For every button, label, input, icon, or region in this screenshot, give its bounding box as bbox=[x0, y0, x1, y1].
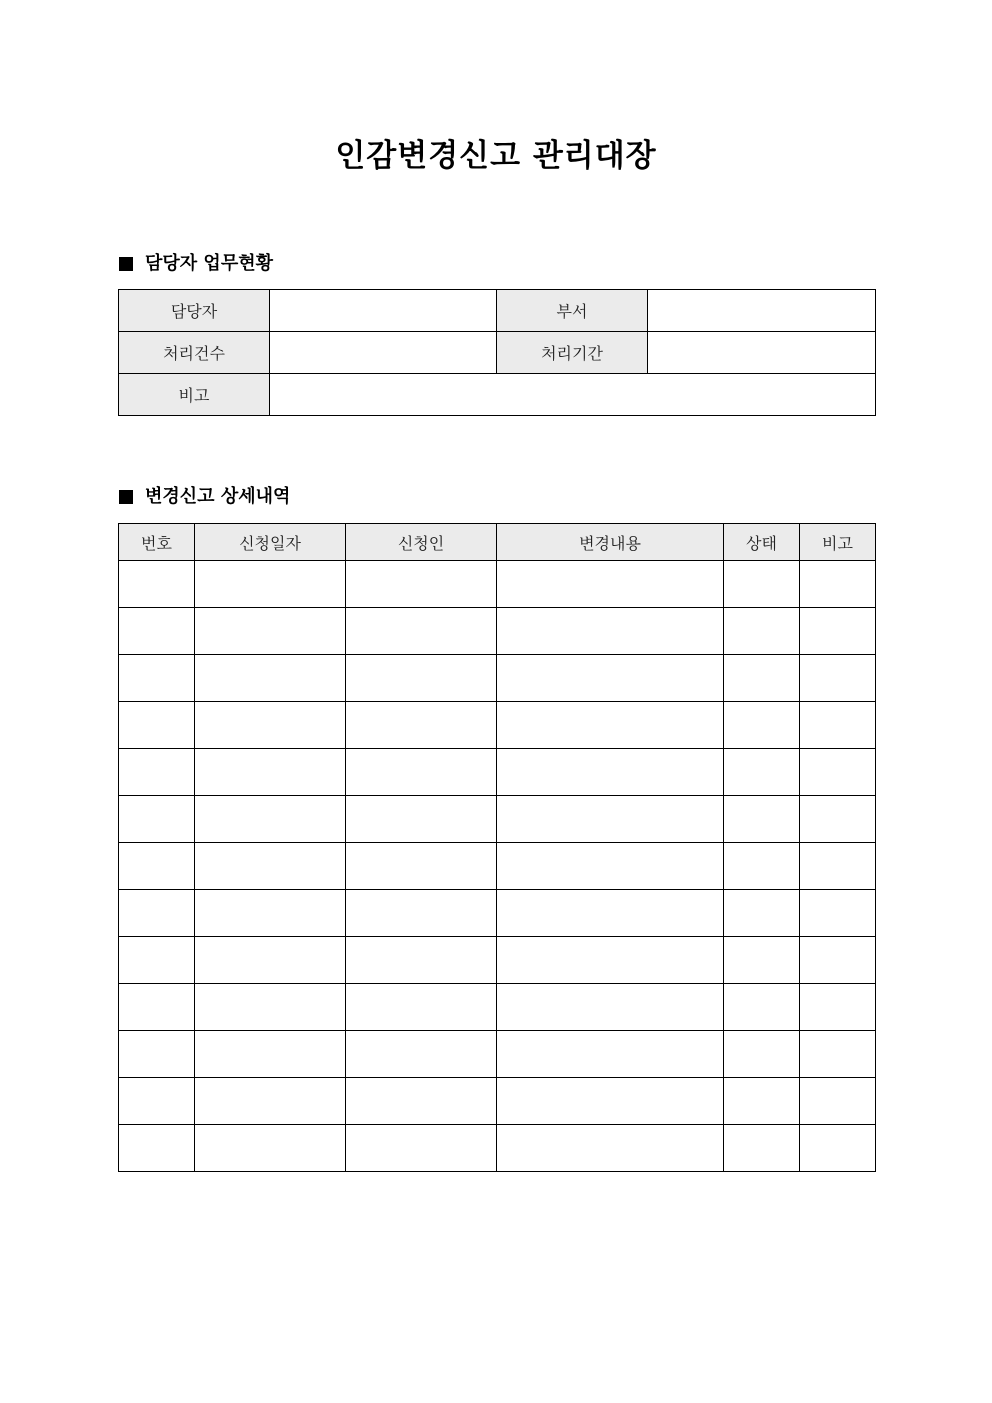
cell-remarks[interactable] bbox=[800, 1031, 876, 1078]
cell-change[interactable] bbox=[497, 749, 724, 796]
cell-date[interactable] bbox=[195, 1031, 346, 1078]
cell-applicant[interactable] bbox=[346, 561, 497, 608]
cell-status[interactable] bbox=[724, 655, 800, 702]
cell-number[interactable] bbox=[119, 890, 195, 937]
cell-remarks[interactable] bbox=[800, 655, 876, 702]
cell-status[interactable] bbox=[724, 890, 800, 937]
cell-applicant[interactable] bbox=[346, 655, 497, 702]
field-remarks[interactable] bbox=[270, 374, 876, 416]
table-row bbox=[119, 937, 876, 984]
cell-status[interactable] bbox=[724, 1125, 800, 1172]
cell-number[interactable] bbox=[119, 1078, 195, 1125]
cell-change[interactable] bbox=[497, 984, 724, 1031]
column-header-number: 번호 bbox=[119, 524, 195, 561]
cell-date[interactable] bbox=[195, 984, 346, 1031]
cell-change[interactable] bbox=[497, 890, 724, 937]
table-header-row bbox=[119, 524, 876, 561]
cell-change[interactable] bbox=[497, 843, 724, 890]
cell-applicant[interactable] bbox=[346, 1078, 497, 1125]
cell-date[interactable] bbox=[195, 608, 346, 655]
table-row bbox=[119, 984, 876, 1031]
cell-change[interactable] bbox=[497, 655, 724, 702]
detail-table-body bbox=[119, 561, 876, 1172]
table-row bbox=[119, 890, 876, 937]
cell-change[interactable] bbox=[497, 1078, 724, 1125]
cell-status[interactable] bbox=[724, 608, 800, 655]
cell-number[interactable] bbox=[119, 608, 195, 655]
cell-number[interactable] bbox=[119, 937, 195, 984]
column-header-date: 신청일자 bbox=[195, 524, 346, 561]
label-manager: 담당자 bbox=[119, 290, 270, 332]
cell-remarks[interactable] bbox=[800, 561, 876, 608]
table-row bbox=[119, 1031, 876, 1078]
field-department[interactable] bbox=[648, 290, 876, 332]
cell-applicant[interactable] bbox=[346, 984, 497, 1031]
table-row bbox=[119, 702, 876, 749]
section-heading-status-text: 담당자 업무현황 bbox=[145, 253, 273, 274]
cell-remarks[interactable] bbox=[800, 608, 876, 655]
cell-remarks[interactable] bbox=[800, 843, 876, 890]
cell-remarks[interactable] bbox=[800, 937, 876, 984]
cell-number[interactable] bbox=[119, 1125, 195, 1172]
cell-applicant[interactable] bbox=[346, 1031, 497, 1078]
cell-change[interactable] bbox=[497, 1031, 724, 1078]
table-row bbox=[119, 608, 876, 655]
cell-remarks[interactable] bbox=[800, 1078, 876, 1125]
cell-number[interactable] bbox=[119, 984, 195, 1031]
cell-applicant[interactable] bbox=[346, 749, 497, 796]
cell-status[interactable] bbox=[724, 1078, 800, 1125]
square-bullet-icon bbox=[119, 257, 133, 271]
cell-status[interactable] bbox=[724, 1031, 800, 1078]
section-heading-status bbox=[119, 252, 273, 276]
cell-applicant[interactable] bbox=[346, 796, 497, 843]
table-row bbox=[119, 796, 876, 843]
cell-change[interactable] bbox=[497, 608, 724, 655]
field-period[interactable] bbox=[648, 332, 876, 374]
cell-status[interactable] bbox=[724, 937, 800, 984]
cell-date[interactable] bbox=[195, 702, 346, 749]
page-title: 인감변경신고 관리대장 bbox=[335, 138, 657, 174]
label-remarks: 비고 bbox=[119, 374, 270, 416]
table-row bbox=[119, 843, 876, 890]
cell-applicant[interactable] bbox=[346, 890, 497, 937]
cell-status[interactable] bbox=[724, 796, 800, 843]
cell-date[interactable] bbox=[195, 890, 346, 937]
cell-status[interactable] bbox=[724, 749, 800, 796]
section-heading-detail bbox=[119, 485, 290, 509]
cell-date[interactable] bbox=[195, 561, 346, 608]
column-header-remarks: 비고 bbox=[800, 524, 876, 561]
cell-date[interactable] bbox=[195, 1078, 346, 1125]
cell-status[interactable] bbox=[724, 984, 800, 1031]
cell-number[interactable] bbox=[119, 655, 195, 702]
cell-change[interactable] bbox=[497, 702, 724, 749]
cell-number[interactable] bbox=[119, 561, 195, 608]
field-count[interactable] bbox=[270, 332, 497, 374]
square-bullet-icon bbox=[119, 490, 133, 504]
status-table bbox=[118, 289, 876, 416]
cell-date[interactable] bbox=[195, 1125, 346, 1172]
cell-applicant[interactable] bbox=[346, 843, 497, 890]
cell-change[interactable] bbox=[497, 796, 724, 843]
table-row bbox=[119, 1125, 876, 1172]
field-manager[interactable] bbox=[270, 290, 497, 332]
cell-number[interactable] bbox=[119, 1031, 195, 1078]
table-row bbox=[119, 749, 876, 796]
cell-status[interactable] bbox=[724, 843, 800, 890]
section-heading-detail-text: 변경신고 상세내역 bbox=[145, 486, 291, 507]
cell-remarks[interactable] bbox=[800, 890, 876, 937]
cell-change[interactable] bbox=[497, 937, 724, 984]
detail-table bbox=[118, 523, 876, 1172]
cell-status[interactable] bbox=[724, 702, 800, 749]
cell-date[interactable] bbox=[195, 749, 346, 796]
cell-number[interactable] bbox=[119, 843, 195, 890]
table-row bbox=[119, 655, 876, 702]
cell-status[interactable] bbox=[724, 561, 800, 608]
cell-change[interactable] bbox=[497, 1125, 724, 1172]
cell-remarks[interactable] bbox=[800, 984, 876, 1031]
label-period: 처리기간 bbox=[497, 332, 648, 374]
cell-change[interactable] bbox=[497, 561, 724, 608]
table-row bbox=[119, 561, 876, 608]
cell-remarks[interactable] bbox=[800, 796, 876, 843]
cell-applicant[interactable] bbox=[346, 937, 497, 984]
cell-number[interactable] bbox=[119, 749, 195, 796]
cell-number[interactable] bbox=[119, 796, 195, 843]
column-header-change: 변경내용 bbox=[497, 524, 724, 561]
cell-applicant[interactable] bbox=[346, 1125, 497, 1172]
column-header-status: 상태 bbox=[724, 524, 800, 561]
table-row bbox=[119, 1078, 876, 1125]
label-count: 처리건수 bbox=[119, 332, 270, 374]
cell-applicant[interactable] bbox=[346, 702, 497, 749]
cell-number[interactable] bbox=[119, 702, 195, 749]
cell-date[interactable] bbox=[195, 655, 346, 702]
cell-applicant[interactable] bbox=[346, 608, 497, 655]
cell-date[interactable] bbox=[195, 937, 346, 984]
cell-date[interactable] bbox=[195, 796, 346, 843]
cell-date[interactable] bbox=[195, 843, 346, 890]
cell-remarks[interactable] bbox=[800, 702, 876, 749]
cell-remarks[interactable] bbox=[800, 1125, 876, 1172]
column-header-applicant: 신청인 bbox=[346, 524, 497, 561]
cell-remarks[interactable] bbox=[800, 749, 876, 796]
label-department: 부서 bbox=[497, 290, 648, 332]
